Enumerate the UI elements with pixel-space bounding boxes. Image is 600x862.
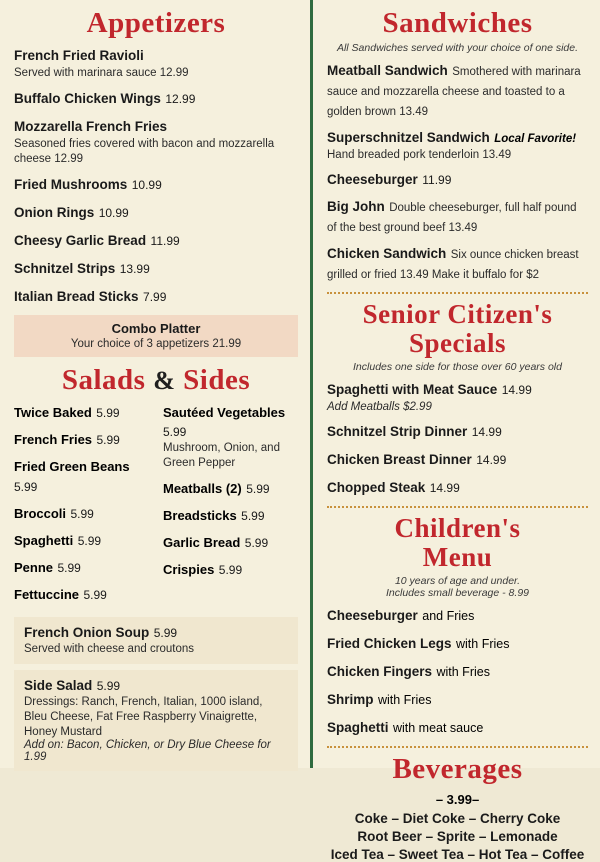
item-name: Schnitzel Strips — [14, 260, 116, 276]
senior-specials-title — [327, 300, 588, 357]
menu-item — [327, 478, 588, 498]
item-name: Chicken Sandwich — [327, 246, 447, 262]
item-name: Spaghetti with Meat Sauce — [327, 381, 498, 397]
item-name: Chicken Breast Dinner — [327, 452, 472, 468]
menu-item — [14, 117, 298, 166]
menu-item — [163, 479, 298, 498]
menu-item — [163, 403, 298, 471]
menu-item — [14, 531, 149, 550]
item-name: Spaghetti — [327, 719, 389, 735]
menu-item — [14, 89, 298, 109]
combo-title: Combo Platter — [111, 320, 201, 336]
item-price: 5.99 — [77, 533, 102, 548]
item-suffix: with Fries — [436, 664, 490, 679]
sides-column-b — [163, 403, 298, 613]
sandwiches-list — [327, 61, 588, 284]
item-name: Cheeseburger — [327, 172, 418, 188]
item-name: Garlic Bread — [163, 535, 241, 551]
children-list — [327, 606, 588, 738]
item-name: Meatball Sandwich — [327, 63, 448, 79]
menu-item — [14, 585, 149, 604]
senior-list — [327, 380, 588, 498]
item-price: 5.99 — [241, 509, 265, 524]
item-price: 5.99 — [96, 679, 121, 694]
menu-item — [327, 450, 588, 470]
menu-item — [327, 662, 588, 682]
item-name: Big John — [327, 199, 385, 215]
item-desc: Double cheeseburger, full half pound of the best ground beef 13.49 — [327, 202, 577, 235]
item-price: 5.99 — [57, 561, 81, 576]
item-suffix: with Fries — [377, 692, 432, 707]
item-price: 12.99 — [165, 92, 196, 107]
item-name: Chicken Fingers — [327, 663, 433, 679]
item-name: Fried Green Beans — [14, 459, 130, 475]
item-price: 14.99 — [501, 382, 532, 397]
item-name: Schnitzel Strip Dinner — [327, 424, 468, 440]
menu-item — [14, 403, 149, 422]
combo-desc: Your choice of 3 appetizers 21.99 — [70, 337, 242, 350]
menu-item — [327, 422, 588, 442]
item-suffix: and Fries — [422, 608, 475, 623]
item-price: 5.99 — [96, 433, 120, 448]
french-onion-soup-box — [14, 617, 298, 665]
menu-item — [327, 606, 588, 626]
item-name: Shrimp — [327, 691, 374, 707]
menu-item — [14, 457, 149, 495]
appetizers-title: Appetizers — [86, 7, 226, 39]
beverages-line: Coke – Diet Coke – Cherry Coke — [354, 811, 561, 827]
item-desc: Dressings: Ranch, French, Italian, 1000 island, Bleu Cheese, Fat Free Raspberry Vinaigrette, Honey Mustard — [24, 696, 263, 738]
children-note-line2: Includes small beverage - 8.99 — [386, 586, 529, 599]
beverages-line: Root Beer – Sprite – Lemonade — [357, 829, 558, 845]
menu-item — [327, 170, 588, 190]
children-title-line2: Menu — [422, 541, 493, 572]
menu-item — [327, 690, 588, 710]
senior-note: Includes one side for those over 60 years old — [353, 360, 562, 373]
menu-item — [14, 259, 298, 279]
item-badge: Local Favorite! — [494, 133, 577, 146]
menu-item — [14, 231, 298, 251]
item-name: Fried Mushrooms — [14, 176, 128, 192]
menu-item — [14, 504, 149, 523]
item-price: 5.99 — [246, 481, 270, 496]
item-suffix: with Fries — [456, 636, 510, 651]
sides-column-a — [14, 403, 149, 613]
item-name: Italian Bread Sticks — [14, 288, 139, 304]
appetizers-list — [14, 46, 298, 306]
divider — [327, 292, 588, 294]
menu-item — [327, 380, 588, 414]
children-title-line1: Children's — [394, 513, 521, 544]
item-price: 7.99 — [143, 289, 167, 304]
item-price: 10.99 — [131, 177, 162, 192]
beverages-line: Iced Tea – Sweet Tea – Hot Tea – Coffee — [330, 847, 585, 862]
item-price: 11.99 — [422, 173, 452, 188]
side-salad-box — [14, 670, 298, 771]
divider — [327, 506, 588, 508]
item-name: Mozzarella French Fries — [14, 119, 168, 135]
item-name: Penne — [14, 560, 54, 576]
side-salad-addon: Add on: Bacon, Chicken, or Dry Blue Cheese for 1.99 — [24, 739, 271, 764]
menu-item — [327, 61, 588, 121]
item-price: 5.99 — [218, 563, 243, 578]
item-price: 11.99 — [150, 233, 180, 248]
item-price: 14.99 — [429, 481, 460, 496]
divider — [327, 746, 588, 748]
item-price: 5.99 — [244, 536, 269, 551]
item-price: 5.99 — [14, 479, 38, 494]
item-desc: Mushroom, Onion, and Green Pepper — [163, 442, 280, 470]
item-name: Crispies — [163, 562, 215, 578]
item-desc: Served with marinara sauce 12.99 — [14, 67, 189, 80]
item-desc: Smothered with marinara sauce and mozzarella cheese and toasted to a golden brown 13.49 — [327, 66, 581, 119]
item-name: Spaghetti — [14, 532, 74, 548]
item-name: Buffalo Chicken Wings — [14, 91, 161, 107]
item-desc: Hand breaded pork tenderloin 13.49 — [327, 149, 512, 162]
item-name: Meatballs (2) — [163, 480, 242, 496]
children-note — [327, 575, 588, 599]
item-price: 5.99 — [70, 506, 94, 521]
menu-item — [327, 718, 588, 738]
item-price: 5.99 — [96, 406, 120, 421]
menu-item — [163, 560, 298, 579]
item-price: 5.99 — [163, 425, 187, 440]
item-desc: Seasoned fries covered with bacon and mozzarella cheese 12.99 — [14, 138, 275, 165]
menu-item — [14, 287, 298, 307]
item-desc: Served with cheese and croutons — [24, 642, 195, 655]
senior-title-line1: Senior Citizen's — [362, 299, 553, 330]
item-name: Fried Chicken Legs — [327, 635, 452, 651]
item-name: Cheeseburger — [327, 607, 418, 623]
item-price: 10.99 — [98, 205, 129, 220]
item-price: 13.99 — [119, 261, 150, 276]
salads-sides-title — [14, 365, 298, 395]
salads-title-main: Salads — [61, 363, 146, 396]
left-column — [0, 0, 313, 768]
combo-platter-box — [14, 315, 298, 357]
salads-title-amp: & — [153, 365, 176, 395]
item-price: 14.99 — [471, 425, 502, 440]
menu-item — [14, 46, 298, 81]
sandwiches-note: All Sandwiches served with your choice of one side. — [336, 42, 579, 55]
item-subnote: Add Meatballs $2.99 — [327, 400, 432, 413]
item-price: 5.99 — [153, 625, 178, 640]
beverages-title: Beverages — [392, 752, 523, 785]
item-name: French Fries — [14, 432, 93, 448]
item-name: Side Salad — [24, 678, 93, 694]
item-suffix: with meat sauce — [392, 720, 484, 735]
item-name: Onion Rings — [14, 204, 95, 220]
item-name: Sautéed Vegetables — [163, 405, 286, 421]
item-price: 14.99 — [476, 453, 507, 468]
item-name: French Fried Ravioli — [14, 48, 144, 64]
sandwiches-title: Sandwiches — [382, 7, 533, 39]
item-name: French Onion Soup — [24, 624, 150, 640]
right-column — [313, 0, 600, 862]
menu-item — [163, 506, 298, 525]
senior-title-line2: Specials — [408, 327, 506, 358]
item-name: Chopped Steak — [327, 480, 426, 496]
children-note-line1: 10 years of age and under. — [394, 574, 521, 587]
menu-item — [14, 175, 298, 195]
item-name: Fettuccine — [14, 587, 80, 603]
menu-item — [14, 430, 149, 449]
salads-title-tail: Sides — [183, 363, 251, 396]
beverages-price: – 3.99– — [435, 792, 480, 808]
item-name: Cheesy Garlic Bread — [14, 232, 147, 248]
menu-item — [327, 634, 588, 654]
item-name: Broccoli — [14, 505, 67, 521]
menu-item — [327, 197, 588, 237]
menu-item — [14, 203, 298, 223]
item-name: Breadsticks — [163, 508, 237, 524]
sides-columns — [14, 403, 298, 613]
menu-item — [327, 244, 588, 284]
menu-item — [163, 533, 298, 552]
item-name: Superschnitzel Sandwich — [327, 130, 490, 146]
item-price: 5.99 — [83, 588, 107, 603]
children-menu-title — [327, 514, 588, 571]
menu-item — [14, 558, 149, 577]
item-desc: Six ounce chicken breast grilled or fried 13.49 Make it buffalo for $2 — [327, 249, 579, 282]
item-name: Twice Baked — [14, 405, 92, 421]
menu-item — [327, 128, 588, 163]
